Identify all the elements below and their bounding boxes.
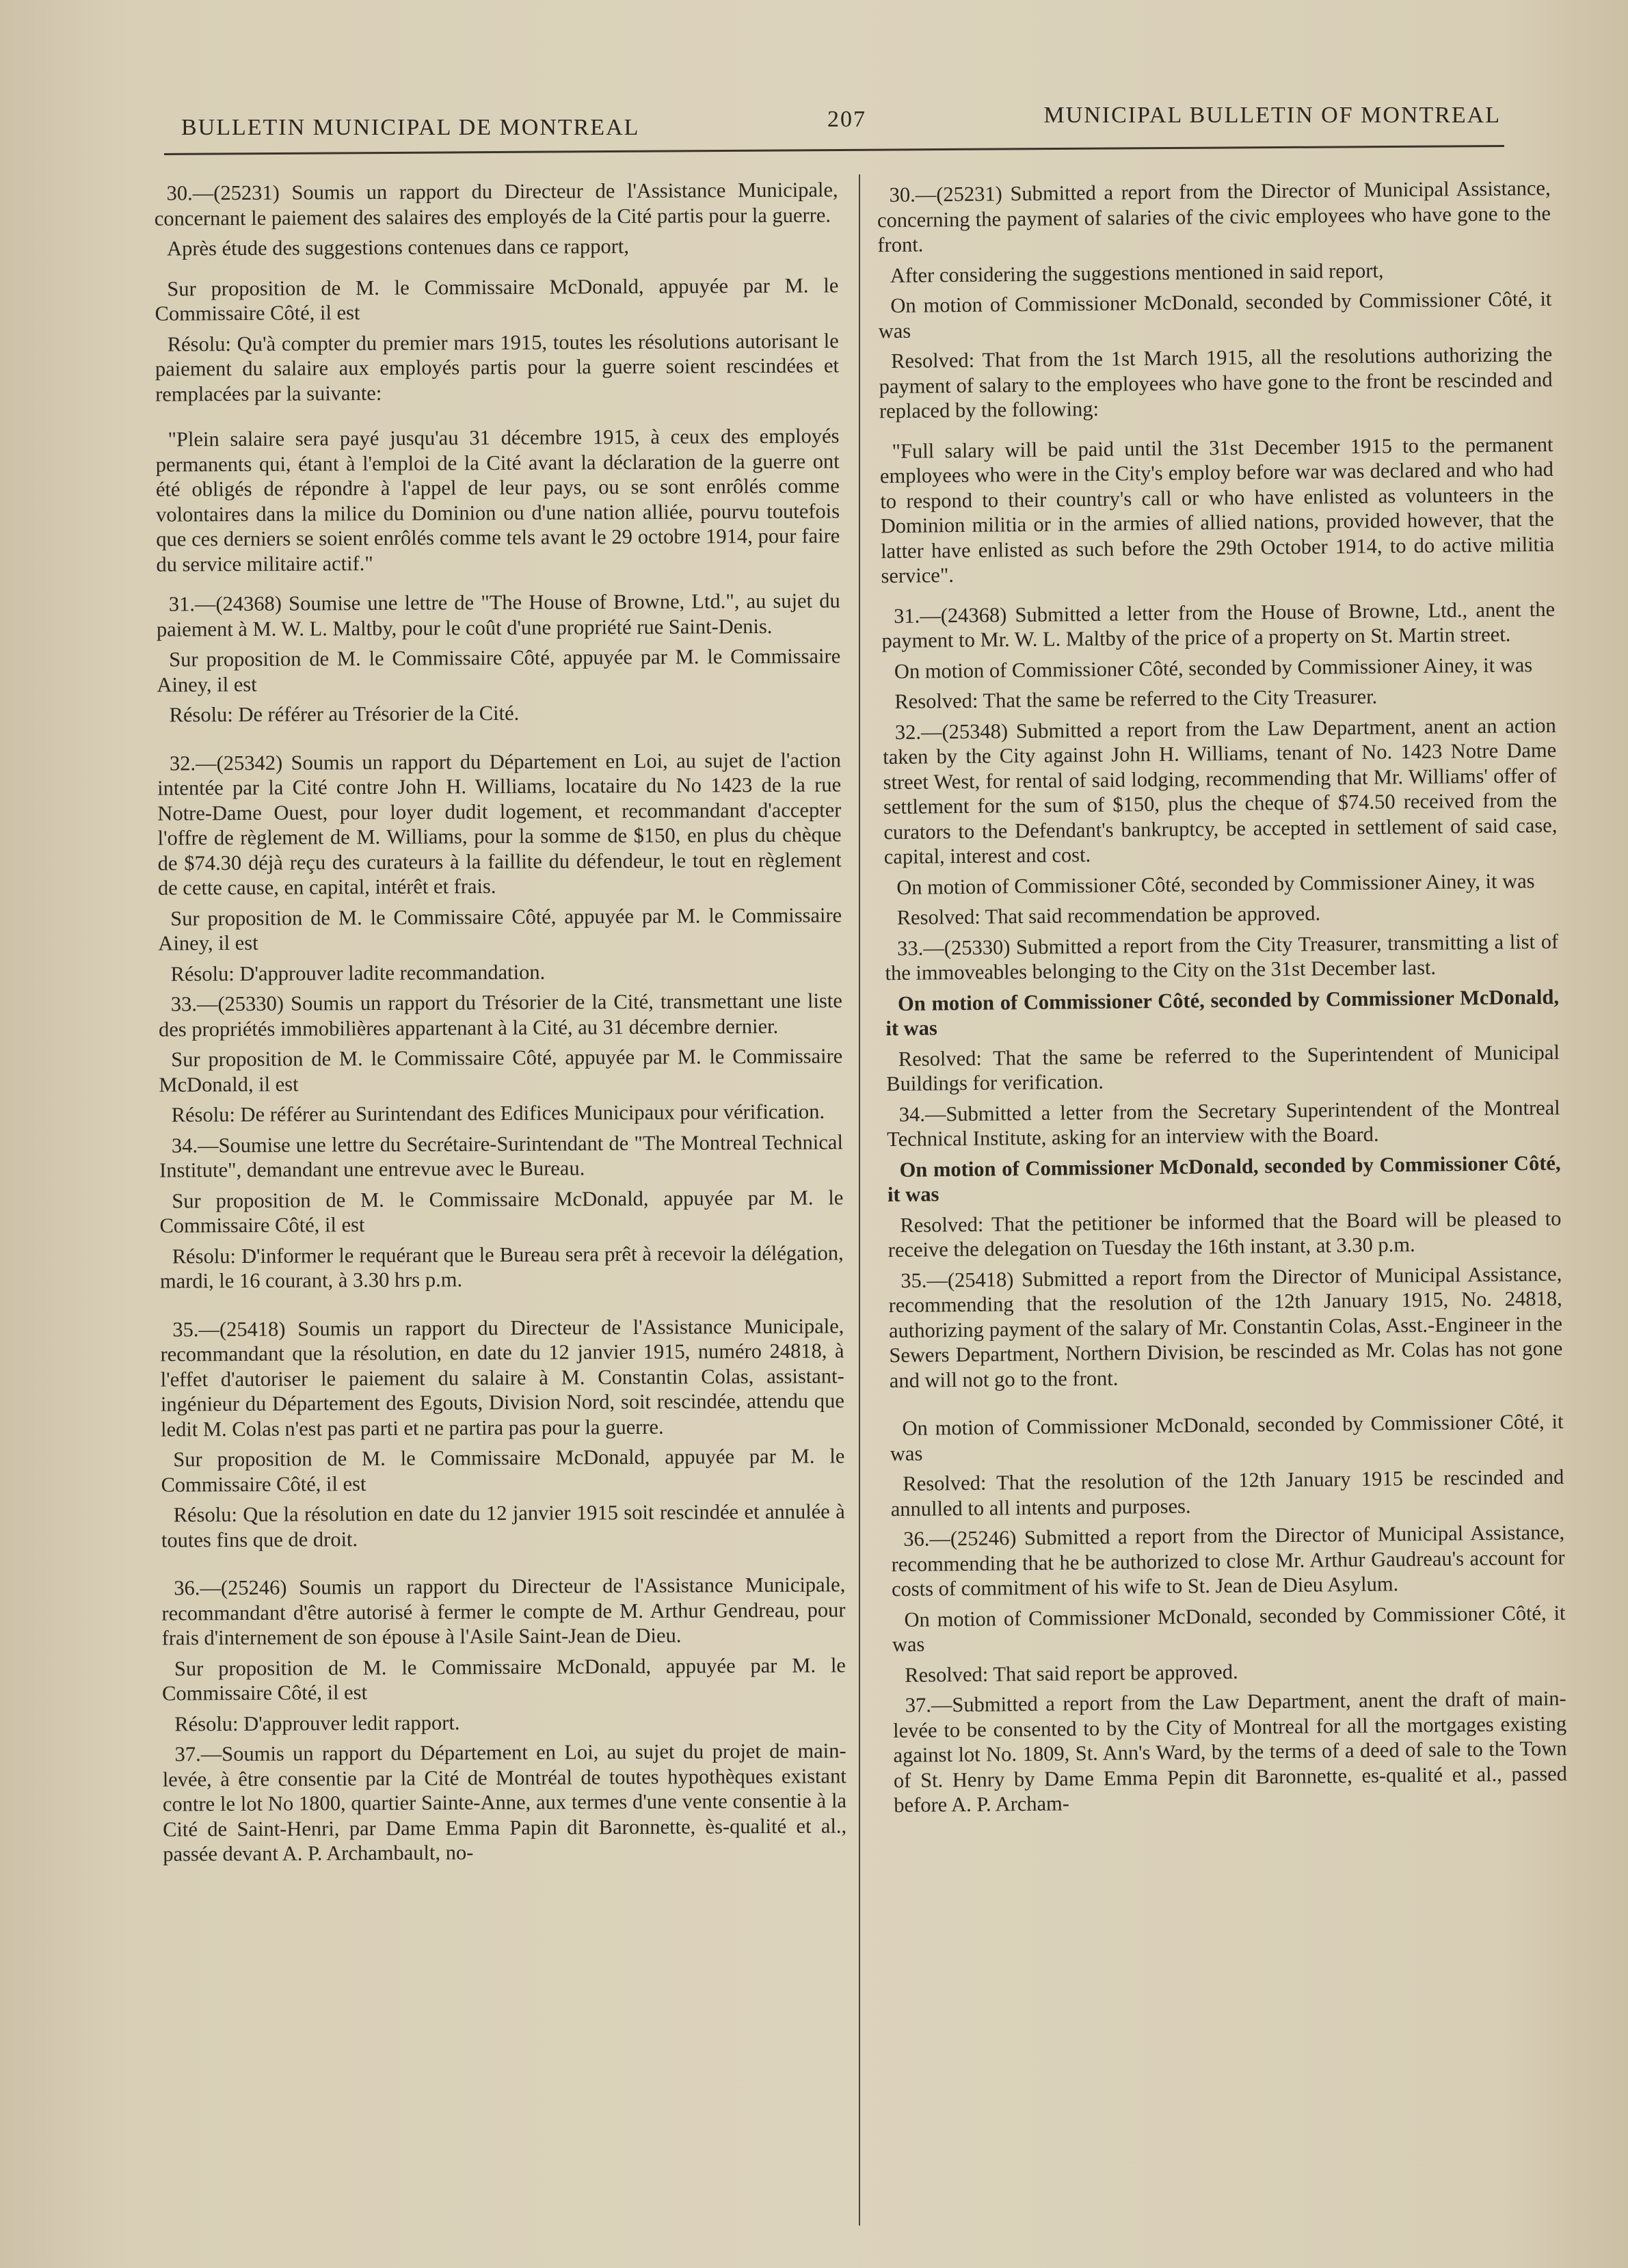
motion: On motion of Commissioner McDonald, seconded by Commissioner Côté, it was	[878, 286, 1552, 343]
resolution: Resolved: That the same be referred to the Superintendent of Municipal Buildings for verification.	[886, 1040, 1560, 1096]
resolution: Résolu: D'approuver ladite recommandation.	[170, 960, 546, 986]
header-rule	[164, 145, 1504, 155]
motion: Sur proposition de M. le Commissaire McDonald, appuyée par M. le Commissaire Côté, il est	[155, 273, 839, 325]
motion: On motion of Commissioner Côté, seconded by Commissioner Ainey, it was	[894, 652, 1533, 683]
item-34-en: 34.—Submitted a letter from the Secretary Superintendent of the Montreal Technical Institute, asking for an interview with the Board.	[886, 1095, 1560, 1151]
motion: Sur proposition de M. le Commissaire McDonald, appuyée par M. le Commissaire Côté, il est	[161, 1444, 845, 1497]
header-title-french: BULLETIN MUNICIPAL DE MONTREAL	[181, 115, 640, 140]
english-column	[877, 176, 1567, 1824]
item-37-en: 37.—Submitted a report from the Law Department, anent the draft of main-levée to be consented to by the City of Montreal for all the mortgages existing against lot No. 1809, St. Ann's Ward, by the terms of a deed of sale to the Town of St. Henry by Dame Emma Pepin dit Baronnette, es-qualité et al., passed before A. P. Archam-	[892, 1686, 1568, 1817]
motion: Sur proposition de M. le Commissaire Côté, appuyée par M. le Commissaire Ainey, il est	[157, 644, 841, 697]
item-35-en: 35.—(25418) Submitted a report from the Director of Municipal Assistance, recommending that the resolution of the 12th January 1915, No. 24818, authorizing payment of the salary of Mr. Constantin Colas, Asst.-Engineer in the Sewers Department, Northern Division, be rescinded as Mr. Colas has not gone and will not go to the front.	[888, 1262, 1563, 1392]
motion: On motion of Commissioner Côté, seconded by Commissioner McDonald, it was	[885, 985, 1560, 1041]
item-34-fr: 34.—Soumise une lettre du Secrétaire-Surintendant de "The Montreal Technical Institute", demandant une entrevue avec le Bureau.	[159, 1130, 843, 1182]
resolution: Resolved: That from the 1st March 1915, all the resolutions authorizing the payment of salary to the employees who have gone to the front be rescinded and replaced by the following:	[879, 342, 1553, 423]
page-header	[181, 103, 1501, 144]
item-30-en: 30.—(25231) Submitted a report from the Director of Municipal Assistance, concerning the payment of salaries of the civic employees who have gone to the front.	[877, 176, 1551, 257]
item-37-fr: 37.—Soumis un rapport du Département en Loi, au sujet du projet de main-levée, à être consentie par la Cité de Montréal de toutes hypothèques existant contre le lot No 1800, quartier Sainte-Anne, aux termes d'une vente consentie à la Cité de Saint-Henri, par Dame Emma Papin dit Baronnette, ès-qualité et al., passée devant A. P. Archambault, no-	[162, 1739, 847, 1866]
resolution: Résolu: Qu'à compter du premier mars 1915, toutes les résolutions autorisant le paiement du salaire aux employés partis pour la guerre soient rescindées et remplacées par la suivante:	[155, 328, 840, 406]
resolution: Résolu: D'approuver ledit rapport.	[174, 1710, 460, 1736]
motion: On motion of Commissioner McDonald, seconded by Commissioner Côté, it was	[887, 1151, 1561, 1207]
item-30-fr: 30.—(25231) Soumis un rapport du Directeur de l'Assistance Municipale, concernant le paiement des salaires des employés de la Cité partis pour la guerre.	[154, 178, 838, 230]
resolution: Resolved: That the resolution of the 12th January 1915 be rescinded and annulled to all intents and purposes.	[890, 1465, 1564, 1521]
page-number: 207	[827, 107, 866, 132]
motion: On motion of Commissioner Côté, seconded by Commissioner Ainey, it was	[896, 868, 1535, 899]
quotation: "Full salary will be paid until the 31st December 1915 to the permanent employees who were in the City's employ before war was declared and who had to respond to their country's call or who have enlisted as volunteers in the Dominion militia or in the armies of allied nations, provided however, that the latter have enlisted as such before the 29th October 1914, to do active militia service".	[879, 432, 1555, 588]
resolution: Resolved: That said recommendation be approved.	[896, 901, 1321, 929]
item-31-fr: 31.—(24368) Soumise une lettre de "The House of Browne, Ltd.", au sujet du paiement à M. W. L. Maltby, pour le coût d'une propriété rue Saint-Denis.	[156, 589, 840, 641]
resolution: Résolu: De référer au Trésorier de la Cité.	[169, 701, 520, 727]
motion: Sur proposition de M. le Commissaire Côté, appuyée par M. le Commissaire McDonald, il est	[159, 1044, 843, 1097]
item-36-en: 36.—(25246) Submitted a report from the Director of Municipal Assistance, recommending that he be authorized to close Mr. Arthur Gaudreau's account for costs of commitment of his wife to St. Jean de Dieu Asylum.	[891, 1520, 1565, 1601]
item-31-en: 31.—(24368) Submitted a letter from the House of Browne, Ltd., anent the payment to Mr. W. L. Maltby of the price of a property on St. Martin street.	[881, 597, 1556, 653]
motion: Sur proposition de M. le Commissaire Côté, appuyée par M. le Commissaire Ainey, il est	[158, 903, 842, 955]
resolution: Résolu: De référer au Surintendant des Edifices Municipaux pour vérification.	[171, 1099, 825, 1127]
quotation: "Plein salaire sera payé jusqu'au 31 décembre 1915, à ceux des employés permanents qui, étant à l'emploi de la Cité avant la déclaration de la guerre ont été obligés de répondre à l'appel de leur pays, ou se sont enrôlés comme volontaires dans la milice du Dominion ou d'une nation alliée, pourvu toutefois que ces derniers se soient enrôlés comme tels avant le 29 octobre 1914, pour faire du service militaire actif."	[155, 424, 840, 576]
resolution: Resolved: That the same be referred to the City Treasurer.	[894, 684, 1378, 713]
paragraph: Après étude des suggestions contenues dans ce rapport,	[166, 235, 630, 261]
item-36-fr: 36.—(25246) Soumis un rapport du Directeur de l'Assistance Municipale, recommandant d'être autorisé à fermer le compte de M. Arthur Gendreau, pour frais d'internement de son épouse à l'Asile Saint-Jean de Dieu.	[161, 1573, 846, 1650]
motion: Sur proposition de M. le Commissaire McDonald, appuyée par M. le Commissaire Côté, il est	[162, 1653, 846, 1705]
item-32-en: 32.—(25348) Submitted a report from the Law Department, anent an action taken by the City against John H. Williams, tenant of No. 1423 Notre Dame street West, for rental of said lodging, recommending that Mr. Williams' offer of settlement for the sum of $150, plus the cheque of $74.50 received from the curators to the Defendant's bankruptcy, be accepted in settlement of said case, capital, interest and cost.	[883, 713, 1558, 869]
column-divider	[859, 174, 860, 2226]
resolution: Résolu: D'informer le requérant que le Bureau sera prêt à recevoir la délégation, mardi, le 16 courant, à 3.30 hrs p.m.	[159, 1240, 844, 1293]
motion: On motion of Commissioner McDonald, seconded by Commissioner Côté, it was	[890, 1409, 1564, 1465]
item-32-fr: 32.—(25342) Soumis un rapport du Département en Loi, au sujet de l'action intentée par la Cité contre John H. Williams, locataire du No 1423 de la rue Notre-Dame Ouest, pour loyer dudit logement, et recommandant d'accepter l'offre de règlement de M. Williams, pour la somme de $150, en plus du chèque de $74.30 déjà reçu des curateurs à la faillite du défendeur, le tout en règlement de cette cause, en capital, intérêt et frais.	[157, 747, 842, 900]
item-35-fr: 35.—(25418) Soumis un rapport du Directeur de l'Assistance Municipale, recommandant que la résolution, en date du 12 janvier 1915, numéro 24818, à l'effet d'autoriser le paiement du salaire à M. Constantin Colas, assistant-ingénieur du Département des Egouts, Division Nord, soit rescindée, attendu que ledit M. Colas n'est pas parti et ne partira pas pour la guerre.	[160, 1313, 844, 1441]
header-title-english: MUNICIPAL BULLETIN OF MONTREAL	[1043, 103, 1501, 128]
motion: Sur proposition de M. le Commissaire McDonald, appuyée par M. le Commissaire Côté, il est	[159, 1185, 844, 1238]
item-33-en: 33.—(25330) Submitted a report from the City Treasurer, transmitting a list of the immoveables belonging to the City on the 31st December last.	[885, 929, 1559, 985]
french-column	[155, 177, 847, 1872]
resolution: Resolved: That the petitioner be informed that the Board will be pleased to receive the delegation on Tuesday the 16th instant, at 3.30 p.m.	[888, 1206, 1562, 1262]
paragraph: After considering the suggestions mentioned in said report,	[890, 258, 1384, 287]
resolution: Resolved: That said report be approved.	[905, 1659, 1238, 1687]
motion: On motion of Commissioner McDonald, seconded by Commissioner Côté, it was	[892, 1601, 1566, 1657]
item-33-fr: 33.—(25330) Soumis un rapport du Trésorier de la Cité, transmettant une liste des propriétés immobilières appartenant à la Cité, au 31 décembre dernier.	[158, 989, 842, 1041]
resolution: Résolu: Que la résolution en date du 12 janvier 1915 soit rescindée et annulée à toutes fins que de droit.	[161, 1499, 845, 1552]
